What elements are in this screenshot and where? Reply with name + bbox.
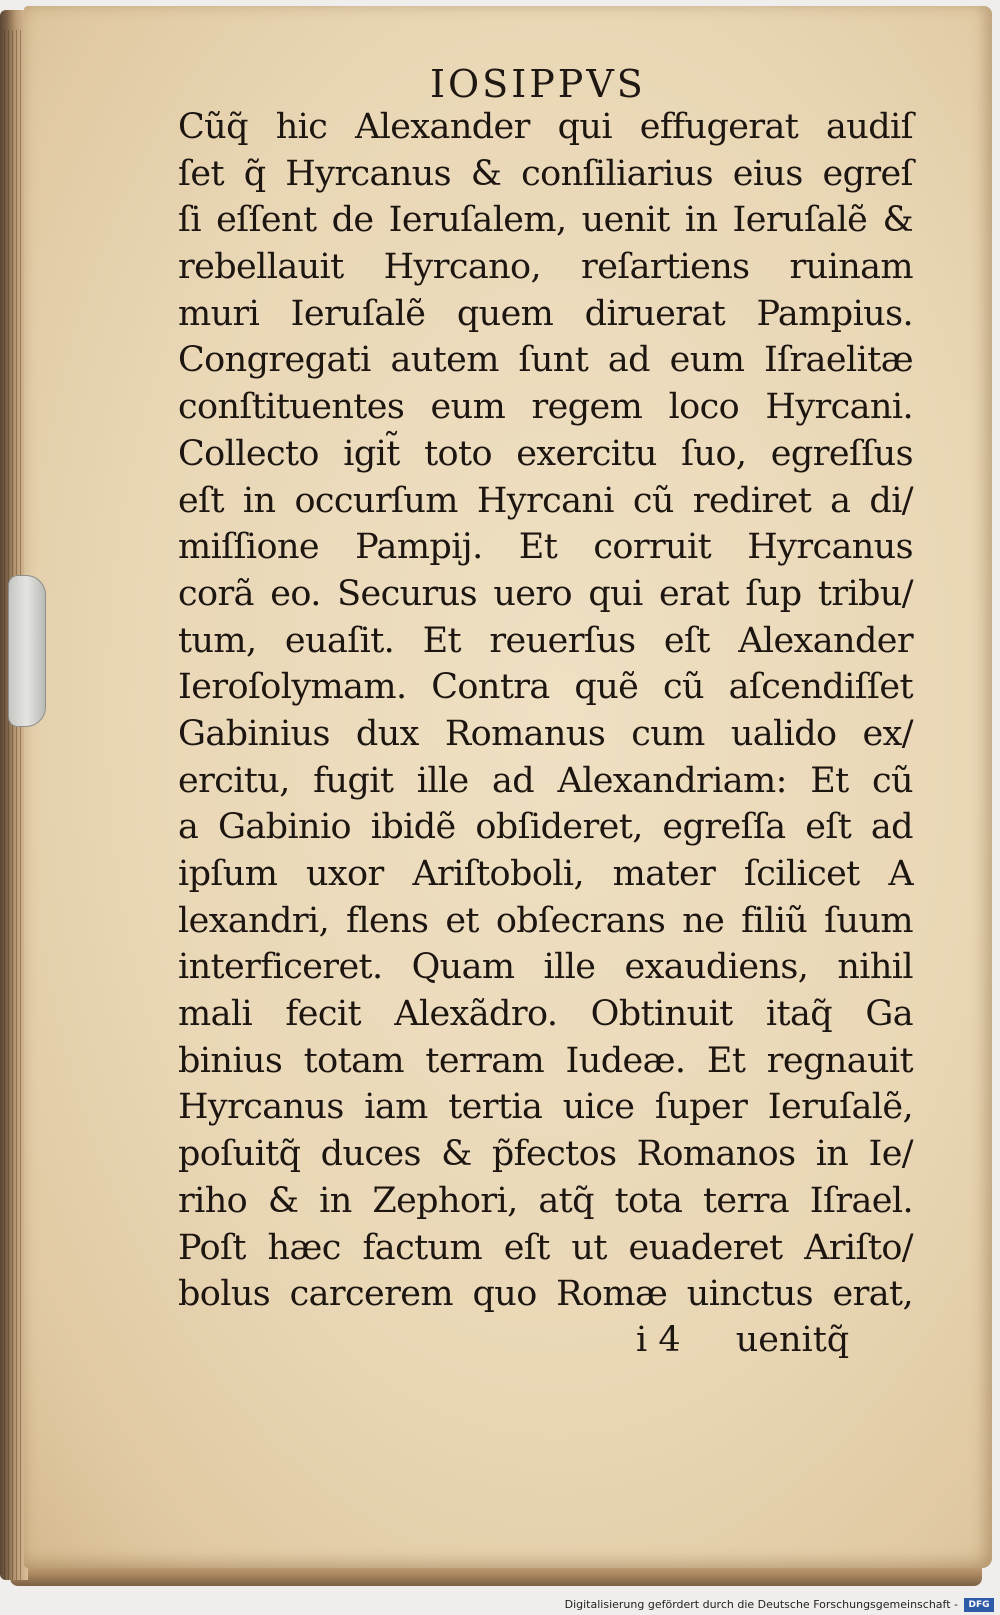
text-line: tum, euaſit. Et reuerſus eſt Alexander — [178, 620, 913, 661]
text-line: Ieroſolymam. Contra quẽ cũ aſcendiſſet — [178, 667, 913, 708]
text-line: rebellauit Hyrcano, reſartiens ruinam — [178, 247, 913, 288]
text-line: a Gabinio ibidẽ obſideret, egreſſa eſt ad — [178, 807, 913, 848]
text-line: interficeret. Quam ille exaudiens, nihil — [178, 947, 913, 988]
catchword: uenitq̃ — [735, 1320, 850, 1360]
page-footer — [636, 1320, 896, 1360]
text-line: eſt in occurſum Hyrcani cũ rediret a di/ — [178, 480, 913, 521]
text-line: Collecto igit̃ toto exercitu ſuo, egreſſus — [178, 433, 913, 474]
text-line: ipſum uxor Ariſtoboli, mater ſcilicet A — [178, 854, 913, 894]
text-line: mali fecit Alexãdro. Obtinuit itaq̃ Ga — [178, 994, 913, 1035]
text-line: lexandri, flens et obſecrans ne filiũ ſuum — [178, 900, 913, 941]
text-line: corã eo. Securus uero qui erat ſup tribu/ — [178, 573, 913, 614]
text-line: Hyrcanus iam tertia uice ſuper Ieruſalẽ, — [178, 1087, 913, 1128]
leaf-stack — [4, 30, 22, 1580]
running-head: IOSIPPVS — [430, 62, 646, 106]
text-line: Poſt hæc factum eſt ut euaderet Ariſto/ — [178, 1227, 913, 1268]
body-text — [178, 104, 913, 1318]
digitization-credit: Digitalisierung gefördert durch die Deutsche Forschungsgemeinschaft - — [564, 1598, 958, 1611]
text-line: bolus carcerem quo Romæ uinctus erat, — [178, 1274, 913, 1315]
text-line: riho & in Zephori, atq̃ tota terra Iſrael. — [178, 1180, 913, 1221]
text-line: Cũq̃ hic Alexander qui effugerat audiſ — [178, 107, 913, 147]
text-line: muri Ieruſalẽ quem diruerat Pampius. — [178, 293, 913, 334]
text-line: conſtituentes eum regem loco Hyrcani. — [178, 387, 913, 428]
text-line: ſet q̃ Hyrcanus & conſiliarius eius egreſ — [178, 153, 913, 194]
text-line: miſſione Pampij. Et corruit Hyrcanus — [178, 527, 913, 568]
text-line: poſuitq̃ duces & p̃fectos Romanos in Ie/ — [178, 1134, 913, 1175]
dfg-logo: DFG — [964, 1598, 994, 1612]
signature-mark: i 4 — [636, 1320, 681, 1360]
text-line: ſi eſſent de Ieruſalem, uenit in Ieruſalẽ & — [178, 200, 913, 241]
text-line: binius totam terram Iudeæ. Et regnauit — [178, 1040, 913, 1081]
text-line: Congregati autem ſunt ad eum Iſraelitæ — [178, 340, 913, 381]
text-line: Gabinius dux Romanus cum ualido ex/ — [178, 713, 913, 754]
clasp-clip — [8, 575, 46, 727]
text-line: ercitu, fugit ille ad Alexandriam: Et cũ — [178, 760, 913, 801]
